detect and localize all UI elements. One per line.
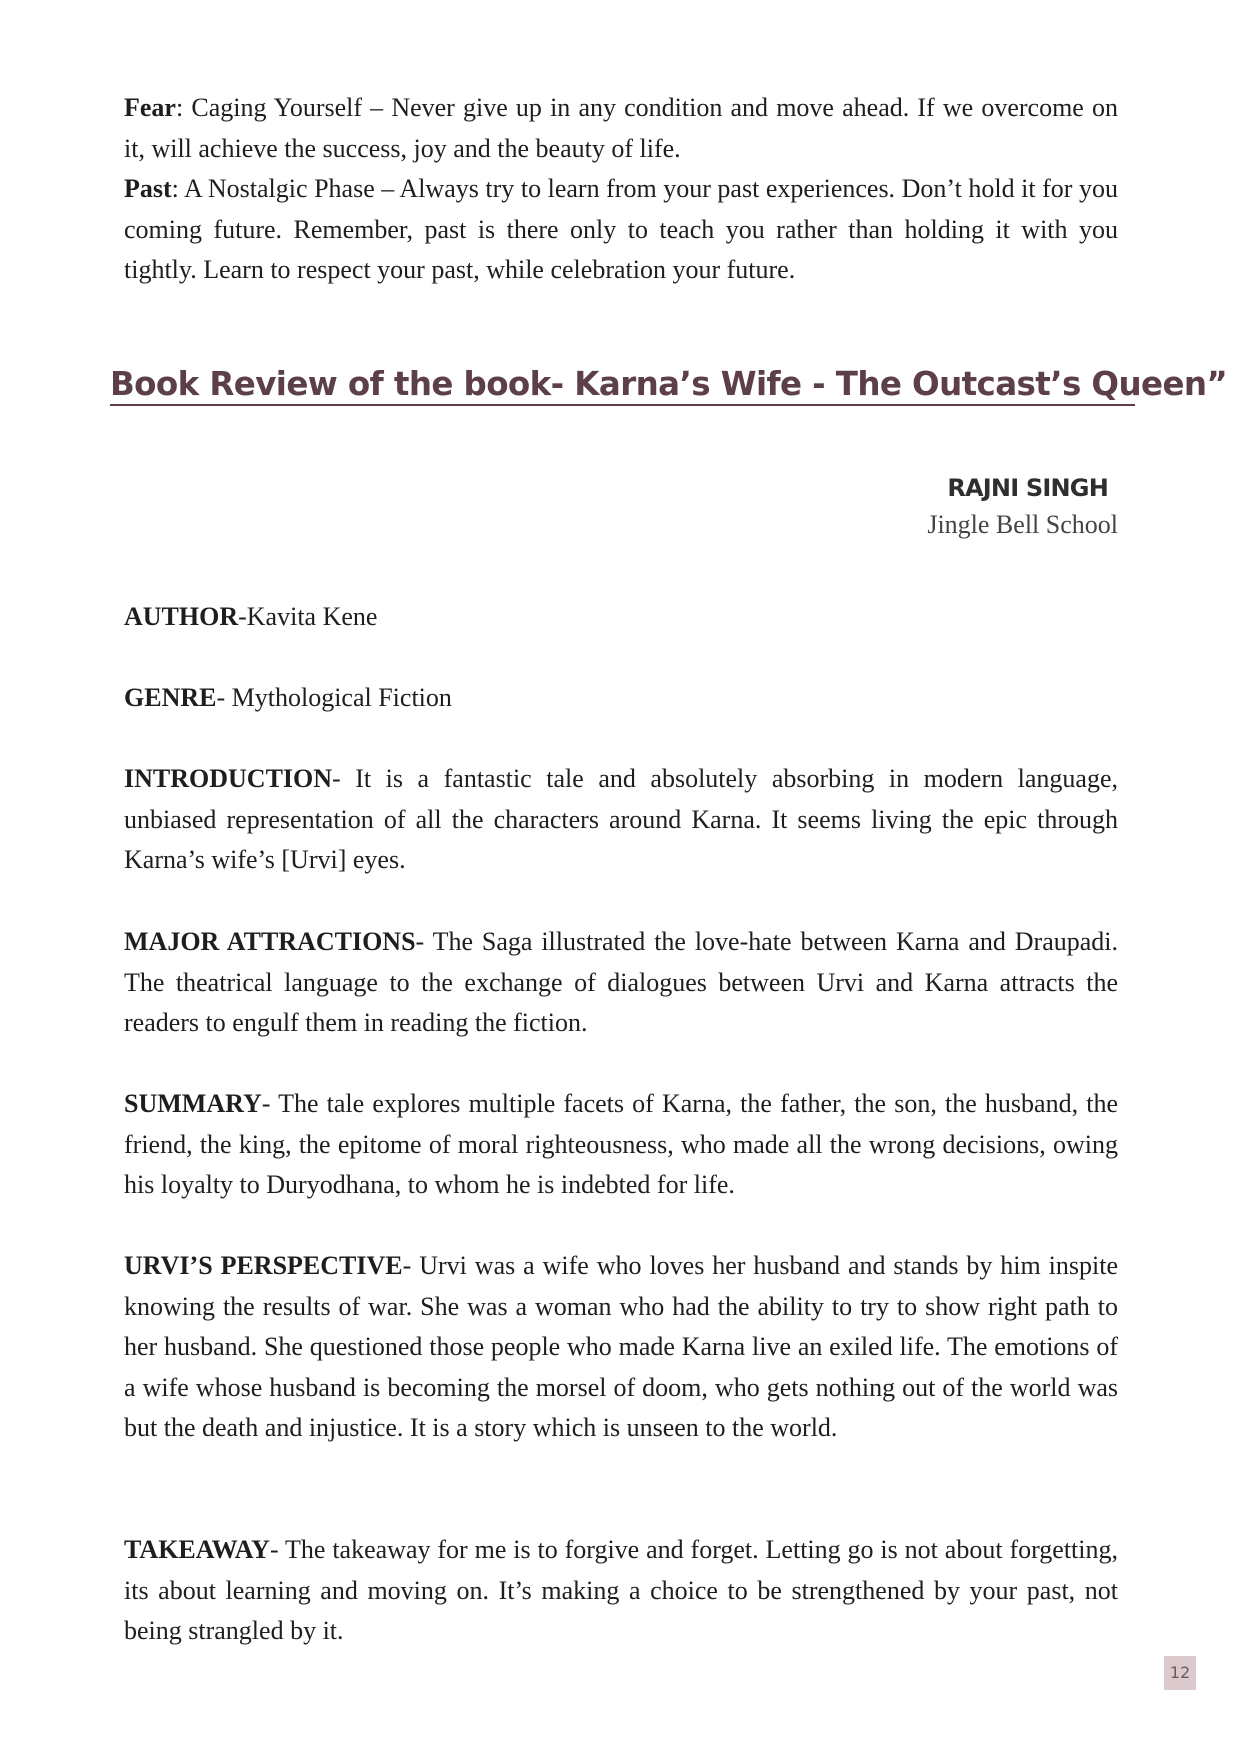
genre-text: - Mythological Fiction bbox=[216, 683, 452, 712]
fear-paragraph bbox=[124, 88, 1118, 169]
past-paragraph bbox=[124, 169, 1118, 291]
author-text: -Kavita Kene bbox=[238, 602, 378, 631]
fear-text: : Caging Yourself – Never give up in any condition and move ahead. If we overcome on it, will achieve the success, joy and the beauty of life. bbox=[124, 93, 1118, 163]
major-attractions-section bbox=[124, 922, 1118, 1044]
introduction-section bbox=[124, 759, 1118, 881]
review-title: Book Review of the book- Karna’s Wife - The Outcast’s Queen” bbox=[110, 365, 1228, 403]
reviewer-school: Jingle Bell School bbox=[927, 510, 1118, 539]
past-text: : A Nostalgic Phase – Always try to learn from your past experiences. Don’t hold it for you coming future. Remember, past is there only to teach you rather than holding it with you tightly. Learn to respect your past, while celebration your future. bbox=[124, 174, 1118, 285]
summary-section bbox=[124, 1084, 1118, 1206]
introduction-text: - It is a fantastic tale and absolutely absorbing in modern language, unbiased representation of all the characters around Karna. It seems living the epic through Karna’s wife’s [Urvi] eyes. bbox=[124, 764, 1118, 875]
page-number: 12 bbox=[1164, 1656, 1196, 1690]
title-underline bbox=[110, 404, 1135, 406]
takeaway-section bbox=[124, 1530, 1118, 1652]
fear-label: Fear bbox=[124, 93, 176, 122]
summary-text: - The tale explores multiple facets of Karna, the father, the son, the husband, the friend, the king, the epitome of moral righteousness, who made all the wrong decisions, owing his loyalty to Duryodhana, to whom he is indebted for life. bbox=[124, 1089, 1118, 1200]
author-label: AUTHOR bbox=[124, 602, 239, 631]
takeaway-label: TAKEAWAY bbox=[124, 1535, 270, 1564]
past-label: Past bbox=[124, 174, 172, 203]
major-attractions-text: - The Saga illustrated the love-hate between Karna and Draupadi. The theatrical language to the exchange of dialogues between Urvi and Karna attracts the readers to engulf them in reading the fiction. bbox=[124, 927, 1118, 1038]
author-section bbox=[124, 597, 1118, 638]
urvi-perspective-section bbox=[124, 1246, 1118, 1449]
summary-label: SUMMARY bbox=[124, 1089, 262, 1118]
major-attractions-label: MAJOR ATTRACTIONS bbox=[124, 927, 416, 956]
urvi-perspective-label: URVI’S PERSPECTIVE bbox=[124, 1251, 403, 1280]
genre-label: GENRE bbox=[124, 683, 217, 712]
takeaway-text: - The takeaway for me is to forgive and forget. Letting go is not about forgetting, its about learning and moving on. It’s making a choice to be strengthened by your past, not being strangled by it. bbox=[124, 1535, 1118, 1646]
introduction-label: INTRODUCTION bbox=[124, 764, 333, 793]
reviewer-name: RAJNI SINGH bbox=[947, 474, 1108, 502]
urvi-perspective-text: - Urvi was a wife who loves her husband and stands by him inspite knowing the results of war. She was a woman who had the ability to try to show right path to her husband. She questioned those people who made Karna live an exiled life. The emotions of a wife whose husband is becoming the morsel of doom, who gets nothing out of the world was but the death and injustice. It is a story which is unseen to the world. bbox=[124, 1251, 1118, 1443]
genre-section bbox=[124, 678, 1118, 719]
